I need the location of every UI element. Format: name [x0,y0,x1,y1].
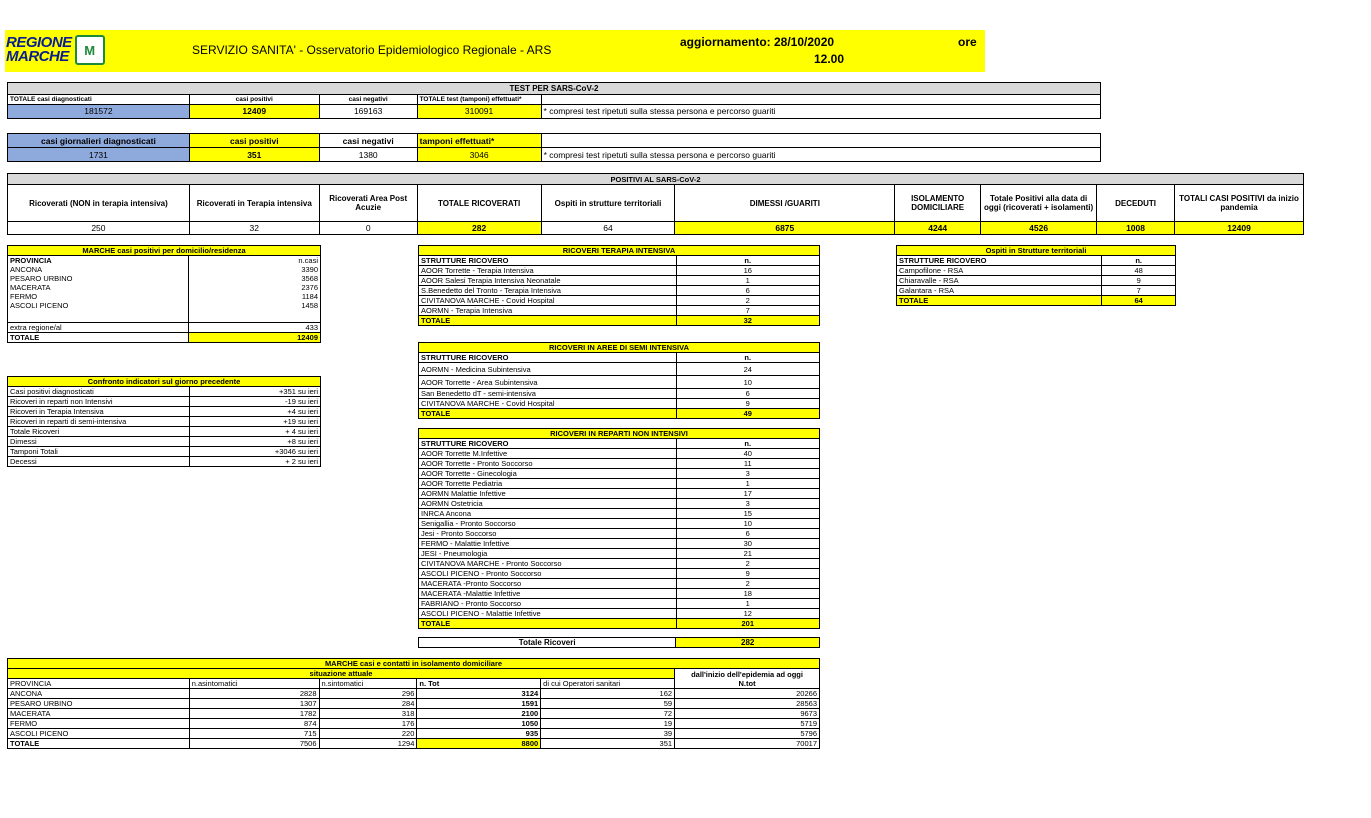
ospiti-row-name: Galantara - RSA [897,286,1102,296]
domicilio-row-name: MACERATA [8,283,189,292]
non-intensivi-table [418,428,820,629]
daily-header-neg: casi negativi [319,134,417,148]
isolamento-row-tot: 935 [417,729,541,739]
domicilio-row-name: ANCONA [8,265,189,274]
isolamento-row-sint: 220 [319,729,417,739]
nonint-row-value: 30 [676,539,819,549]
regione-marche-logo [6,35,105,65]
positivi-value: 6875 [675,222,895,235]
nonint-row-value: 1 [676,479,819,489]
table-row [8,323,321,333]
regione-emblem-icon: M [75,35,105,65]
confronto-row-value: +19 su ieri [189,417,320,427]
semi-title: RICOVERI IN AREE DI SEMI INTENSIVA [419,343,820,353]
table-row [419,296,820,306]
table-row [8,397,321,407]
isolamento-row-ntot: 9673 [675,709,820,719]
confronto-row-value: + 2 su ieri [189,457,320,467]
positivi-header: Ospiti in strutture territoriali [541,185,675,222]
table-row [8,265,321,274]
nonint-row-value: 2 [676,559,819,569]
confronto-row-name: Totale Ricoveri [8,427,190,437]
table-row [419,363,820,376]
positivi-value: 282 [417,222,541,235]
domicilio-row-value: 2376 [301,283,318,292]
isolamento-sub-current: situazione attuale [8,669,675,679]
domicilio-row-value: 1458 [301,301,318,310]
table-row [419,529,820,539]
confronto-row-name: Tamponi Totali [8,447,190,457]
test-note: * compresi test ripetuti sulla stessa persona e percorso guariti [541,105,1100,119]
daily-value-neg: 1380 [319,148,417,162]
isolamento-row-asint: 715 [189,729,319,739]
domicilio-total-value: 12409 [189,333,321,343]
isolamento-row-oper: 59 [541,699,675,709]
isolamento-header-asint: n.asintomatici [189,679,319,689]
confronto-row-value: +8 su ieri [189,437,320,447]
nonint-row-name: AOOR Torrette M.Infettive [419,449,677,459]
isolamento-row-name: ANCONA [8,689,190,699]
semi-row-name: AORMN - Medicina Subintensiva [419,363,677,376]
positivi-header: TOTALE RICOVERATI [417,185,541,222]
isolamento-row-name: PESARO URBINO [8,699,190,709]
test-header-tamponi: TOTALE test (tamponi) effettuati* [417,95,541,105]
isolamento-total-asint: 7506 [189,739,319,749]
page-title: SERVIZIO SANITA' - Osservatorio Epidemiologico Regionale - ARS [192,43,552,57]
isolamento-row-tot: 3124 [417,689,541,699]
table-row [8,417,321,427]
test-title: TEST PER SARS-CoV-2 [8,83,1101,95]
domicilio-row-value: 1184 [301,292,318,301]
isolamento-row-ntot: 5719 [675,719,820,729]
nonint-row-name: AOOR Torrette Pediatria [419,479,677,489]
confronto-row-value: +4 su ieri [189,407,320,417]
ti-row-name: AOOR Salesi Terapia Intensiva Neonatale [419,276,677,286]
domicilio-row-value: 433 [189,323,321,333]
terapia-intensiva-table [418,245,820,326]
nonint-row-value: 18 [676,589,819,599]
logo-line-2: MARCHE [6,48,69,65]
daily-header-empty [541,134,1100,148]
positivi-value: 64 [541,222,675,235]
test-header-neg: casi negativi [319,95,417,105]
nonint-row-value: 17 [676,489,819,499]
update-date: aggiornamento: 28/10/2020 [680,35,835,49]
table-row [8,739,820,749]
isolamento-total-sint: 1294 [319,739,417,749]
domicilio-row-name: ASCOLI PICENO [8,301,189,310]
nonint-row-value: 3 [676,499,819,509]
domicilio-row-name [8,310,189,323]
table-row [8,719,820,729]
isolamento-row-tot: 1050 [417,719,541,729]
table-row [419,469,820,479]
isolamento-row-ntot: 28563 [675,699,820,709]
isolamento-row-ntot: 5796 [675,729,820,739]
semi-row-name: San Benedetto dT - semi-intensiva [419,389,677,399]
totale-ricoveri-table [418,637,820,648]
confronto-table [7,376,321,467]
nonint-row-name: FABRIANO - Pronto Soccorso [419,599,677,609]
table-row [419,286,820,296]
confronto-row-name: Ricoveri in Terapia Intensiva [8,407,190,417]
ti-row-name: AOOR Torrette - Terapia Intensiva [419,266,677,276]
table-row [8,729,820,739]
semi-row-value: 9 [676,399,819,409]
nonint-title: RICOVERI IN REPARTI NON INTENSIVI [419,429,820,439]
nonint-row-value: 12 [676,609,819,619]
isolamento-row-tot: 2100 [417,709,541,719]
daily-value-tamponi: 3046 [417,148,541,162]
ospiti-row-value: 7 [1102,286,1176,296]
semi-row-name: AOOR Torrette - Area Subintensiva [419,376,677,389]
time-value: 12.00 [814,52,845,66]
grand-total-label: Totale Ricoveri [419,638,676,648]
domicilio-row-name: PESARO URBINO [8,274,189,283]
isolamento-total-name: TOTALE [8,739,190,749]
table-row [419,306,820,316]
isolamento-ntot-label: N.tot [738,678,756,688]
table-row [419,389,820,399]
ospiti-row-name: Campofilone - RSA [897,266,1102,276]
positivi-value: 1008 [1097,222,1175,235]
nonint-row-name: AOOR Torrette - Pronto Soccorso [419,459,677,469]
table-row [8,689,820,699]
ti-row-name: S.Benedetto del Tronto - Terapia Intensiva [419,286,677,296]
domicilio-total-label: TOTALE [8,333,189,343]
test-header-pos: casi positivi [189,95,319,105]
time-label: ore [958,35,977,49]
daily-note: * compresi test ripetuti sulla stessa persona e percorso guariti [541,148,1100,162]
table-row [419,276,820,286]
table-row [419,609,820,619]
table-row [8,310,321,323]
table-row [419,569,820,579]
nonint-row-name: Senigallia - Pronto Soccorso [419,519,677,529]
ti-total-value: 32 [676,316,819,326]
ti-row-value: 16 [676,266,819,276]
ospiti-row-value: 9 [1102,276,1176,286]
table-row [419,599,820,609]
ti-row-name: AORMN - Terapia Intensiva [419,306,677,316]
positivi-value: 4244 [895,222,981,235]
table-row [419,459,820,469]
table-row [419,489,820,499]
table-row [8,699,820,709]
confronto-row-value: +3046 su ieri [189,447,320,457]
table-row [8,292,321,301]
isolamento-header-prov: PROVINCIA [8,679,190,689]
domicilio-row-value: 3568 [301,274,318,283]
nonint-row-value: 9 [676,569,819,579]
test-table [7,82,1101,119]
ospiti-title: Ospiti in Strutture territoriali [897,246,1176,256]
confronto-row-value: +351 su ieri [189,387,320,397]
isolamento-row-asint: 1782 [189,709,319,719]
confronto-row-name: Decessi [8,457,190,467]
positivi-header: Totale Positivi alla data di oggi (ricoverati + isolamenti) [981,185,1097,222]
nonint-row-name: AORMN Malattie Infettive [419,489,677,499]
ti-row-value: 1 [676,276,819,286]
nonint-row-value: 11 [676,459,819,469]
isolamento-header-tot: n. Tot [417,679,541,689]
confronto-row-value: + 4 su ieri [189,427,320,437]
positivi-title: POSITIVI AL SARS-CoV-2 [8,174,1304,185]
nonint-row-name: CIVITANOVA MARCHE - Pronto Soccorso [419,559,677,569]
ospiti-header-str: STRUTTURE RICOVERO [897,256,1102,266]
semi-row-name: CIVITANOVA MARCHE - Covid Hospital [419,399,677,409]
domicilio-row-value: 3390 [301,265,318,274]
isolamento-row-asint: 874 [189,719,319,729]
semi-row-value: 24 [676,363,819,376]
positivi-value: 12409 [1175,222,1304,235]
ospiti-total-label: TOTALE [897,296,1102,306]
nonint-row-value: 2 [676,579,819,589]
table-row [897,266,1176,276]
nonint-row-name: ASCOLI PICENO - Pronto Soccorso [419,569,677,579]
test-header-empty [541,95,1100,105]
table-row [419,499,820,509]
ti-row-name: CIVITANOVA MARCHE - Covid Hospital [419,296,677,306]
table-row [8,437,321,447]
isolamento-header-sint: n.sintomatici [319,679,417,689]
nonint-row-value: 15 [676,509,819,519]
table-row [419,539,820,549]
nonint-row-name: AORMN Ostetricia [419,499,677,509]
nonint-row-value: 21 [676,549,819,559]
positivi-header: Ricoverati (NON in terapia intensiva) [8,185,190,222]
daily-table [7,133,1101,162]
table-row [8,387,321,397]
isolamento-row-asint: 2828 [189,689,319,699]
nonint-row-name: JESI - Pneumologia [419,549,677,559]
nonint-row-value: 40 [676,449,819,459]
semi-intensiva-table [418,342,820,419]
ospiti-table [896,245,1176,306]
semi-row-value: 6 [676,389,819,399]
isolamento-row-name: FERMO [8,719,190,729]
confronto-row-name: Casi positivi diagnosticati [8,387,190,397]
domicilio-table [7,245,321,343]
logo-line-1: REGIONE [6,34,72,51]
test-value-neg: 169163 [319,105,417,119]
nonint-row-name: MACERATA -Malattie Infettive [419,589,677,599]
confronto-row-value: -19 su ieri [189,397,320,407]
positivi-header: ISOLAMENTO DOMICILIARE [895,185,981,222]
test-value-totale: 181572 [8,105,190,119]
ti-header-n: n. [676,256,819,266]
positivi-header: TOTALI CASI POSITIVI da inizio pandemia [1175,185,1304,222]
isolamento-row-asint: 1307 [189,699,319,709]
ti-row-value: 7 [676,306,819,316]
test-header-totale: TOTALE casi diagnosticati [8,95,190,105]
table-row [897,276,1176,286]
table-row [419,266,820,276]
confronto-row-name: Ricoveri in reparti non Intensivi [8,397,190,407]
confronto-row-name: Dimessi [8,437,190,447]
table-row [419,549,820,559]
ti-header-str: STRUTTURE RICOVERO [419,256,677,266]
confronto-row-name: Ricoveri in reparti di semi-intensiva [8,417,190,427]
table-row [8,407,321,417]
nonint-header-n: n. [676,439,819,449]
isolamento-row-ntot: 20266 [675,689,820,699]
semi-row-value: 10 [676,376,819,389]
semi-total-label: TOTALE [419,409,677,419]
table-row [419,509,820,519]
daily-value-pos: 351 [189,148,319,162]
domicilio-row-value [189,310,321,323]
table-row [897,286,1176,296]
ti-row-value: 2 [676,296,819,306]
domicilio-header-casi: n.casi [298,256,318,265]
isolamento-row-name: MACERATA [8,709,190,719]
nonint-row-value: 1 [676,599,819,609]
table-row [419,399,820,409]
ospiti-row-name: Chiaravalle - RSA [897,276,1102,286]
positivi-table [7,173,1304,235]
isolamento-total-tot: 8800 [417,739,541,749]
domicilio-row-name: FERMO [8,292,189,301]
positivi-value: 0 [319,222,417,235]
domicilio-header-prov: PROVINCIA [8,256,189,266]
positivi-value: 32 [189,222,319,235]
nonint-row-name: MACERATA -Pronto Soccorso [419,579,677,589]
test-value-tamponi: 310091 [417,105,541,119]
ospiti-total-value: 64 [1102,296,1176,306]
table-row [419,376,820,389]
table-row [419,579,820,589]
domicilio-title: MARCHE casi positivi per domicilio/residenza [8,246,321,256]
isolamento-row-oper: 19 [541,719,675,729]
table-row [419,479,820,489]
table-row [8,447,321,457]
test-value-pos: 12409 [189,105,319,119]
daily-value-diag: 1731 [8,148,190,162]
nonint-row-value: 10 [676,519,819,529]
table-row [419,519,820,529]
semi-total-value: 49 [676,409,819,419]
semi-header-n: n. [676,353,819,363]
positivi-value: 4526 [981,222,1097,235]
nonint-row-value: 6 [676,529,819,539]
nonint-row-name: FERMO - Malattie Infettive [419,539,677,549]
table-row [8,709,820,719]
positivi-value: 250 [8,222,190,235]
daily-header-pos: casi positivi [189,134,319,148]
nonint-header-str: STRUTTURE RICOVERO [419,439,677,449]
positivi-header: DIMESSI /GUARITI [675,185,895,222]
isolamento-row-name: ASCOLI PICENO [8,729,190,739]
isolamento-total-ntot: 70017 [675,739,820,749]
ti-row-value: 6 [676,286,819,296]
isolamento-row-oper: 162 [541,689,675,699]
semi-header-str: STRUTTURE RICOVERO [419,353,677,363]
isolamento-row-sint: 296 [319,689,417,699]
ospiti-header-n: n. [1102,256,1176,266]
isolamento-row-sint: 176 [319,719,417,729]
ti-total-label: TOTALE [419,316,677,326]
isolamento-title: MARCHE casi e contatti in isolamento domiciliare [8,659,820,669]
table-row [8,301,321,310]
isolamento-header-oper: di cui Operatori sanitari [541,679,675,689]
nonint-row-name: Jesi - Pronto Soccorso [419,529,677,539]
positivi-header: DECEDUTI [1097,185,1175,222]
nonint-row-name: ASCOLI PICENO - Malattie Infettive [419,609,677,619]
positivi-header: Ricoverati in Terapia intensiva [189,185,319,222]
ti-title: RICOVERI TERAPIA INTENSIVA [419,246,820,256]
isolamento-sub-since [675,669,820,689]
daily-header-tamponi: tamponi effettuati* [417,134,541,148]
grand-total-value: 282 [676,638,820,648]
isolamento-row-sint: 318 [319,709,417,719]
nonint-total-label: TOTALE [419,619,677,629]
isolamento-row-tot: 1591 [417,699,541,709]
table-row [8,283,321,292]
nonint-total-value: 201 [676,619,819,629]
table-row [8,274,321,283]
positivi-header: Ricoverati Area Post Acuzie [319,185,417,222]
nonint-row-name: INRCA Ancona [419,509,677,519]
isolamento-total-oper: 351 [541,739,675,749]
domicilio-row-name: extra regione/al [8,323,189,333]
table-row [419,589,820,599]
nonint-row-name: AOOR Torrette - Ginecologia [419,469,677,479]
nonint-row-value: 3 [676,469,819,479]
confronto-title: Confronto indicatori sul giorno precedente [8,377,321,387]
isolamento-row-oper: 39 [541,729,675,739]
isolamento-table [7,658,820,749]
daily-header-diag: casi giornalieri diagnosticati [8,134,190,148]
table-row [8,427,321,437]
table-row [8,457,321,467]
ospiti-row-value: 48 [1102,266,1176,276]
isolamento-row-sint: 284 [319,699,417,709]
isolamento-since-label: dall'inizio dell'epidemia ad oggi [691,669,803,679]
table-row [419,559,820,569]
isolamento-row-oper: 72 [541,709,675,719]
table-row [419,449,820,459]
